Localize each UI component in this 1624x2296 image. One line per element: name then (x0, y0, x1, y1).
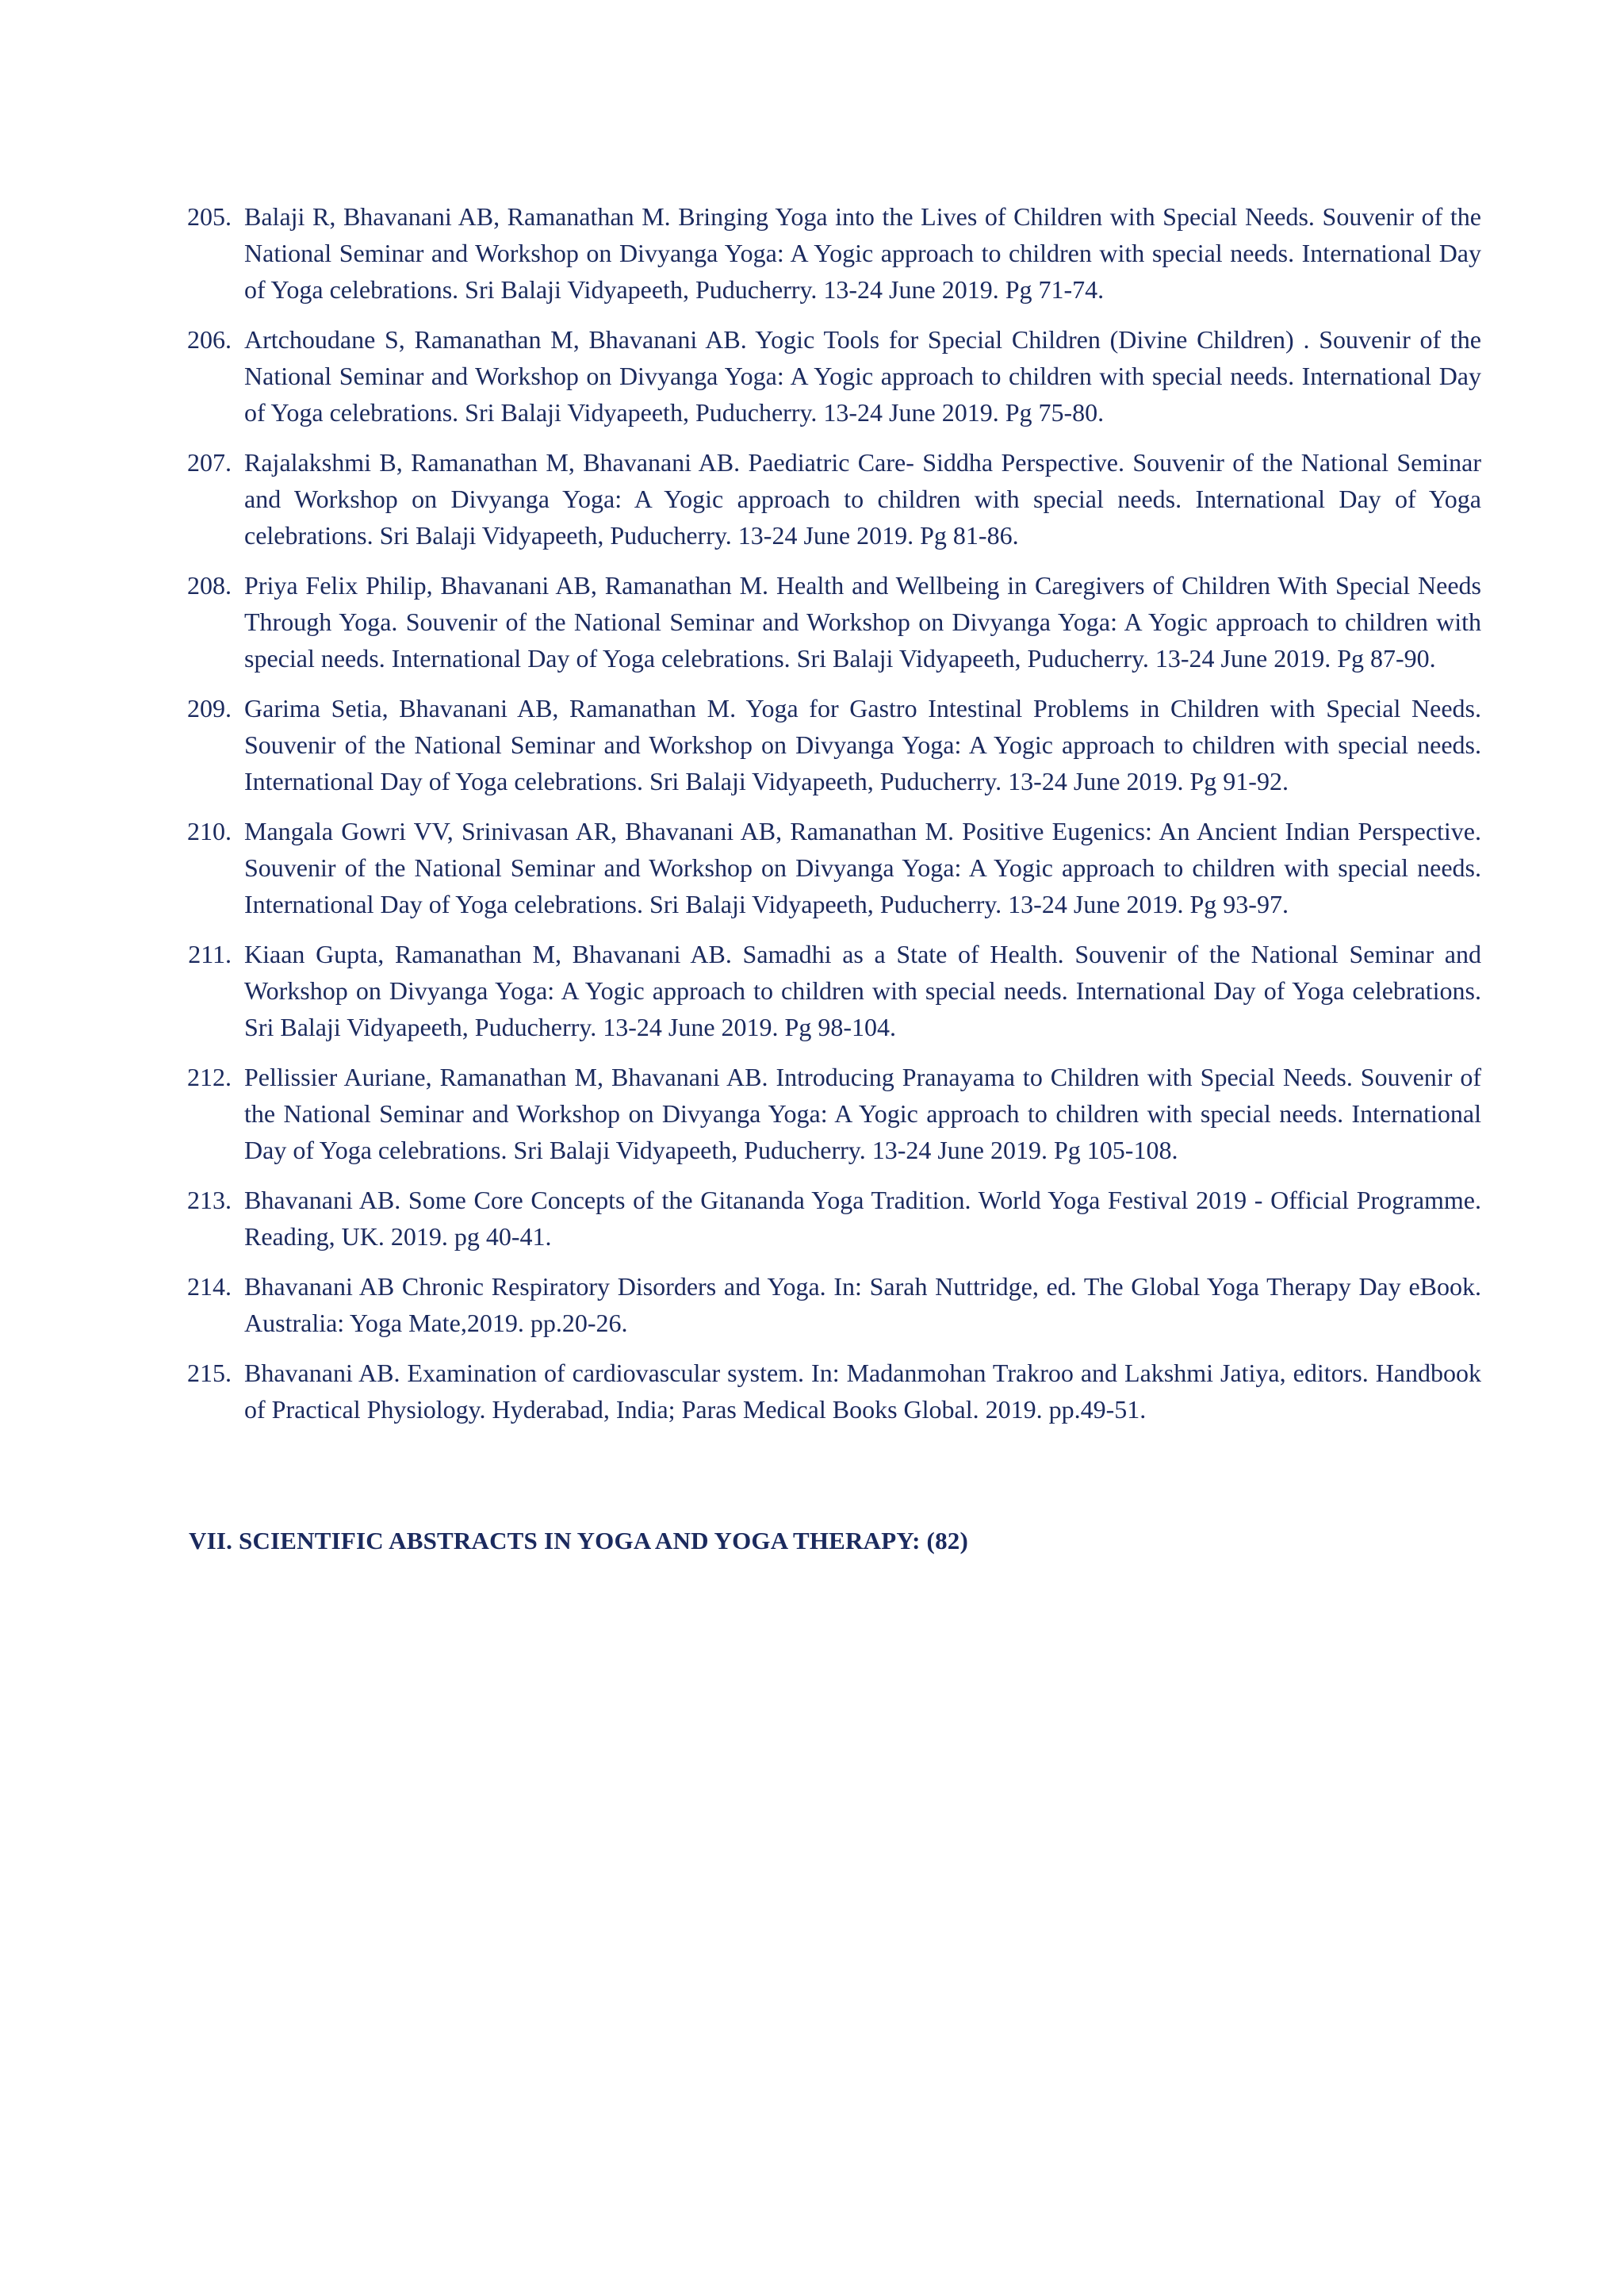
reference-text: Rajalakshmi B, Ramanathan M, Bhavanani AB. Paediatric Care- Siddha Perspective. Souvenir of the National Seminar and Workshop on Divyanga Yoga: A Yogic approach to children with special needs. International Day of Yoga celebrations. Sri Balaji Vidyapeeth, Puducherry. 13-24 June 2019. Pg 81-86. (244, 448, 1481, 550)
list-item (182, 1059, 1481, 1168)
list-item (182, 690, 1481, 799)
reference-text: Bhavanani AB. Some Core Concepts of the Gitananda Yoga Tradition. World Yoga Festival 2019 - Official Programme. Reading, UK. 2019. pg 40-41. (244, 1186, 1481, 1251)
reference-text: Mangala Gowri VV, Srinivasan AR, Bhavanani AB, Ramanathan M. Positive Eugenics: An Ancient Indian Perspective. Souvenir of the National Seminar and Workshop on Divyanga Yoga: A Yogic approach to children with special needs. International Day of Yoga celebrations. Sri Balaji Vidyapeeth, Puducherry. 13-24 June 2019. Pg 93-97. (244, 817, 1481, 918)
reference-text: Bhavanani AB. Examination of cardiovascular system. In: Madanmohan Trakroo and Lakshmi Jatiya, editors. Handbook of Practical Physiology. Hyderabad, India; Paras Medical Books Global. 2019. pp.49-51. (244, 1359, 1481, 1424)
reference-text: Kiaan Gupta, Ramanathan M, Bhavanani AB. Samadhi as a State of Health. Souvenir of the National Seminar and Workshop on Divyanga Yoga: A Yogic approach to children with special needs. International Day of Yoga celebrations. Sri Balaji Vidyapeeth, Puducherry. 13-24 June 2019. Pg 98-104. (244, 940, 1481, 1041)
reference-number: 209. (187, 694, 232, 723)
reference-number: 214. (187, 1272, 232, 1301)
reference-text: Garima Setia, Bhavanani AB, Ramanathan M. Yoga for Gastro Intestinal Problems in Children with Special Needs. Souvenir of the National Seminar and Workshop on Divyanga Yoga: A Yogic approach to children with special needs. International Day of Yoga celebrations. Sri Balaji Vidyapeeth, Puducherry. 13-24 June 2019. Pg 91-92. (244, 694, 1481, 795)
reference-number: 215. (187, 1359, 232, 1387)
reference-number: 212. (187, 1063, 232, 1091)
list-item (182, 1355, 1481, 1428)
reference-number: 208. (187, 571, 232, 600)
reference-number: 210. (187, 817, 232, 845)
list-item (182, 444, 1481, 554)
list-item (182, 813, 1481, 922)
reference-text: Bhavanani AB Chronic Respiratory Disorders and Yoga. In: Sarah Nuttridge, ed. The Global Yoga Therapy Day eBook. Australia: Yoga Mate,2019. pp.20-26. (244, 1272, 1481, 1337)
list-item (182, 1268, 1481, 1341)
list-item (182, 936, 1481, 1045)
reference-number: 207. (187, 448, 232, 477)
list-item (182, 321, 1481, 431)
reference-text: Pellissier Auriane, Ramanathan M, Bhavanani AB. Introducing Pranayama to Children with Special Needs. Souvenir of the National Seminar and Workshop on Divyanga Yoga: A Yogic approach to children with special needs. International Day of Yoga celebrations. Sri Balaji Vidyapeeth, Puducherry. 13-24 June 2019. Pg 105-108. (244, 1063, 1481, 1164)
reference-text: Priya Felix Philip, Bhavanani AB, Ramanathan M. Health and Wellbeing in Caregivers of Children With Special Needs Through Yoga. Souvenir of the National Seminar and Workshop on Divyanga Yoga: A Yogic approach to children with special needs. International Day of Yoga celebrations. Sri Balaji Vidyapeeth, Puducherry. 13-24 June 2019. Pg 87-90. (244, 571, 1481, 673)
reference-list (182, 198, 1481, 1428)
reference-text: Balaji R, Bhavanani AB, Ramanathan M. Bringing Yoga into the Lives of Children with Special Needs. Souvenir of the National Seminar and Workshop on Divyanga Yoga: A Yogic approach to children with special needs. International Day of Yoga celebrations. Sri Balaji Vidyapeeth, Puducherry. 13-24 June 2019. Pg 71-74. (244, 202, 1481, 304)
reference-number: 205. (187, 202, 232, 231)
reference-number: 206. (187, 325, 232, 354)
reference-number: 211. (188, 940, 232, 968)
list-item (182, 567, 1481, 677)
reference-text: Artchoudane S, Ramanathan M, Bhavanani AB. Yogic Tools for Special Children (Divine Children) . Souvenir of the National Seminar and Workshop on Divyanga Yoga: A Yogic approach to children with special needs. International Day of Yoga celebrations. Sri Balaji Vidyapeeth, Puducherry. 13-24 June 2019. Pg 75-80. (244, 325, 1481, 427)
list-item (182, 198, 1481, 308)
list-item (182, 1182, 1481, 1255)
section-heading: VII. SCIENTIFIC ABSTRACTS IN YOGA AND YOGA THERAPY: (82) (189, 1527, 969, 1554)
reference-number: 213. (187, 1186, 232, 1214)
